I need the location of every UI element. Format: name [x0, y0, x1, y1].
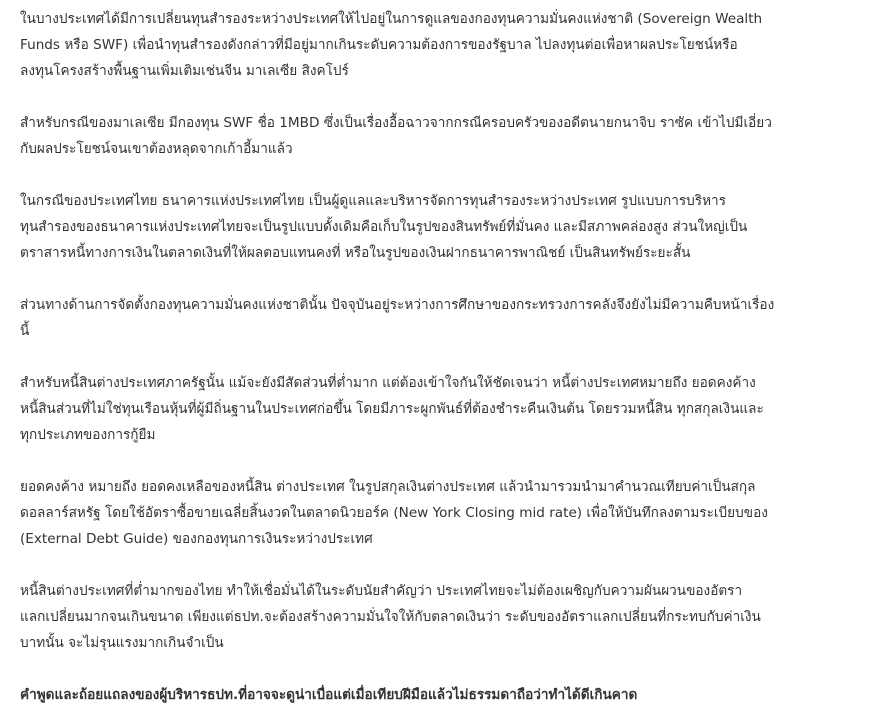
text-line: นี้ — [20, 323, 30, 339]
text-line: Funds หรือ SWF) เพื่อนำทุนสำรองดังกล่าวที่มีอยู่มากเกินระดับความต้องการของรัฐบาล ไปลงทุนต่อเพื่อหาผลประโยชน์หรือ — [20, 37, 738, 53]
text-line: ตราสารหนี้ทางการเงินในตลาดเงินที่ให้ผลตอบแทนคงที่ หรือในรูปของเงินฝากธนาคารพาณิชย์ เป็นสินทรัพย์ระยะสั้น — [20, 245, 691, 261]
paragraph-fund-setup — [20, 292, 860, 344]
paragraph-spacer — [20, 84, 860, 110]
text-line: คำพูดและถ้อยแถลงของผู้บริหารธปท.ที่อาจจะดูน่าเบื่อแต่เมื่อเทียบฝีมือแล้วไม่ธรรมดาถือว่าทำได้ดีเกินคาด — [20, 687, 638, 703]
paragraph-conclusion — [20, 682, 860, 708]
paragraph-spacer — [20, 448, 860, 474]
text-line: ทุนสำรองของธนาคารแห่งประเทศไทยจะเป็นรูปแบบดั้งเดิมคือเก็บในรูปของสินทรัพย์ที่มั่นคง และมีสภาพคล่องสูง ส่วนใหญ่เป็น — [20, 219, 748, 235]
text-line: บาทนั้น จะไม่รุนแรงมากเกินจำเป็น — [20, 635, 224, 651]
text-line: ลงทุนโครงสร้างพื้นฐานเพิ่มเติมเช่นจีน มาเลเซีย สิงคโปร์ — [20, 63, 349, 79]
paragraph-spacer — [20, 266, 860, 292]
text-line: แลกเปลี่ยนมากจนเกินขนาด เพียงแต่ธปท.จะต้องสร้างความมั่นใจให้กับตลาดเงินว่า ระดับของอัตราแลกเปลี่ยนที่กระทบกับค่าเงิน — [20, 609, 761, 625]
paragraph-outstanding-balance — [20, 474, 860, 552]
text-line: ในกรณีของประเทศไทย ธนาคารแห่งประเทศไทย เป็นผู้ดูแลและบริหารจัดการทุนสำรองระหว่างประเทศ รูปแบบการบริหาร — [20, 193, 726, 209]
paragraph-malaysia — [20, 110, 860, 162]
paragraph-spacer — [20, 552, 860, 578]
text-line: ดอลลาร์สหรัฐ โดยใช้อัตราซื้อขายเฉลี่ยสิ้นงวดในตลาดนิวยอร์ค (New York Closing mid rate) เพื่อให้บันทึกลงตามระเบียบของ — [20, 505, 768, 521]
paragraph-exchange-rate — [20, 578, 860, 656]
text-line: ยอดคงค้าง หมายถึง ยอดคงเหลือของหนี้สิน ต่างประเทศ ในรูปสกุลเงินต่างประเทศ แล้วนำมารวมนำมาคำนวณเทียบค่าเป็นสกุล — [20, 479, 756, 495]
text-line: กับผลประโยชน์จนเขาต้องหลุดจากเก้าอี้มาแล้ว — [20, 141, 293, 157]
text-line: หนี้สินส่วนที่ไม่ใช่ทุนเรือนหุ้นที่ผู้มีถิ่นฐานในประเทศก่อขึ้น โดยมีภาระผูกพันธ์ที่ต้องชำระคืนเงินต้น โดยรวมหนี้สิน ทุกสกุลเงินและ — [20, 401, 764, 417]
paragraph-thailand-reserves — [20, 188, 860, 266]
text-line: สำหรับหนี้สินต่างประเทศภาครัฐนั้น แม้จะยังมีสัดส่วนที่ต่ำมาก แต่ต้องเข้าใจกันให้ชัดเจนว่า หนี้ต่างประเทศหมายถึง ยอดคงค้าง — [20, 375, 756, 391]
text-line: หนี้สินต่างประเทศที่ต่ำมากของไทย ทำให้เชื่อมั่นได้ในระดับนัยสำคัญว่า ประเทศไทยจะไม่ต้องเผชิญกับความผันผวนของอัตรา — [20, 583, 743, 599]
text-line: สำหรับกรณีของมาเลเซีย มีกองทุน SWF ชื่อ 1MBD ซึ่งเป็นเรื่องอื้อฉาวจากกรณีครอบครัวของอดีตนายกนาจิบ ราซัค เข้าไปมีเอี่ยว — [20, 115, 772, 131]
text-line: ในบางประเทศได้มีการเปลี่ยนทุนสำรองระหว่างประเทศให้ไปอยู่ในการดูแลของกองทุนความมั่นคงแห่งชาติ (Sovereign Wealth — [20, 11, 763, 27]
paragraph-spacer — [20, 344, 860, 370]
paragraph-spacer — [20, 656, 860, 682]
text-line: (External Debt Guide) ของกองทุนการเงินระหว่างประเทศ — [20, 531, 373, 547]
paragraph-spacer — [20, 162, 860, 188]
paragraph-swf-intro — [20, 6, 860, 84]
text-line: ทุกประเภทของการกู้ยืม — [20, 427, 156, 443]
text-line: ส่วนทางด้านการจัดตั้งกองทุนความมั่นคงแห่งชาตินั้น ปัจจุบันอยู่ระหว่างการศึกษาของกระทรวงการคลังจึงยังไม่มีความคืบหน้าเรื่อง — [20, 297, 775, 313]
paragraph-foreign-debt — [20, 370, 860, 448]
